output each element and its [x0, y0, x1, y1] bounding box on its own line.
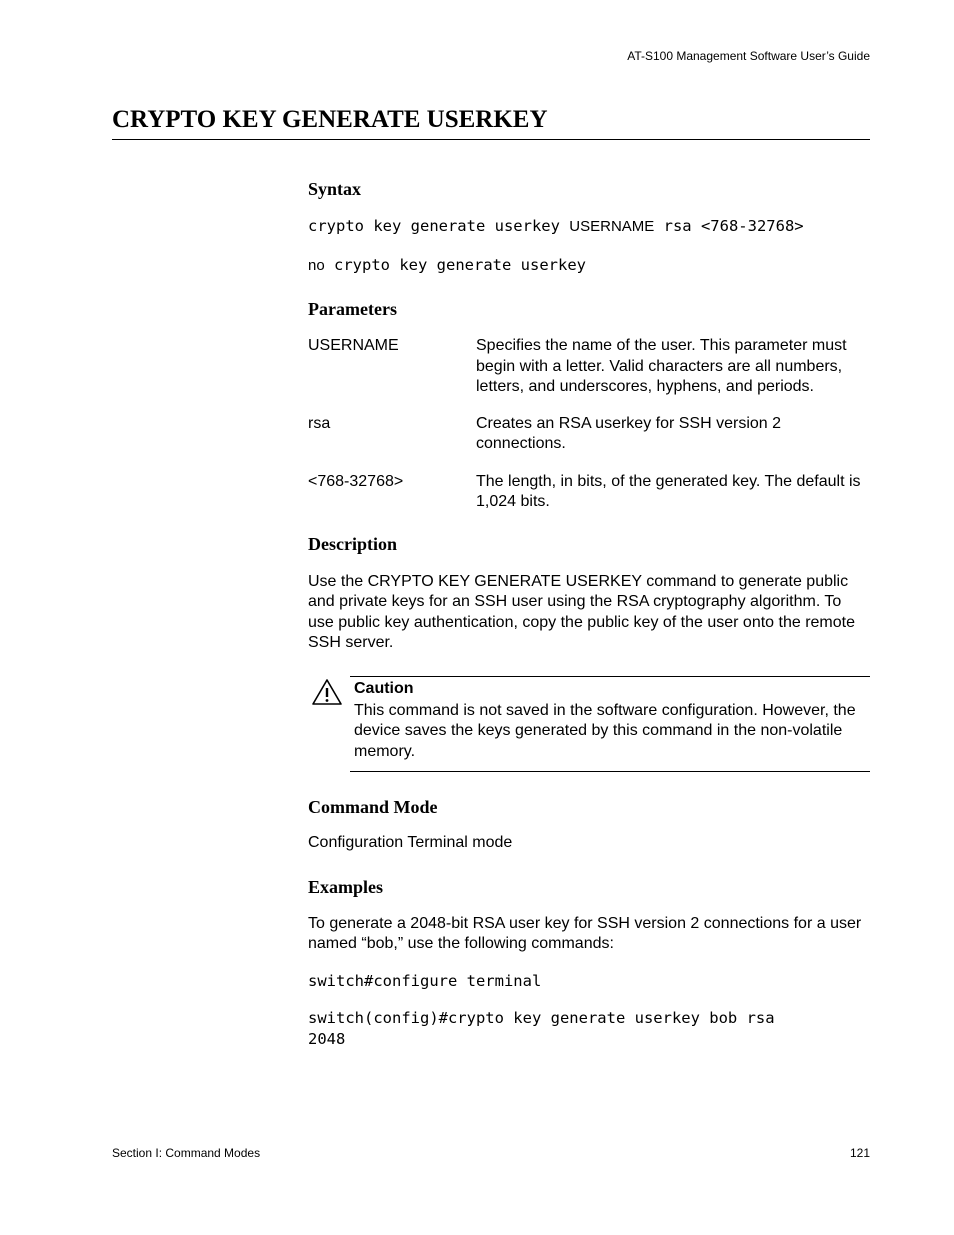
examples-heading: Examples: [308, 876, 384, 897]
caution-box: [308, 676, 870, 773]
description-heading: Description: [308, 533, 397, 554]
syntax-heading: Syntax: [308, 179, 362, 199]
page-number: 121: [849, 1146, 870, 1160]
param-name: USERNAME: [308, 337, 399, 354]
caution-title: Caution: [354, 679, 414, 697]
caution-bottom-rule: [350, 771, 870, 772]
parameters-heading: Parameters: [308, 299, 397, 319]
command-mode-text: Configuration Terminal mode: [308, 834, 513, 851]
example-command-2-line-1: switch(config)#crypto key generate userkey bob rsa: [308, 1009, 775, 1027]
caution-body: [354, 677, 870, 763]
syntax-line-1: [308, 216, 870, 238]
caution-text: This command is not saved in the software configuration. However, the device saves the keys generated by this command in the non-volatile memory.: [354, 701, 856, 760]
footer-section: Section I: Command Modes: [112, 1146, 261, 1160]
title-divider: [112, 139, 870, 140]
warning-triangle-icon: [311, 678, 343, 706]
example-command-2-line-2: 2048: [308, 1029, 346, 1048]
syntax-rsa-range: rsa <768-32768>: [654, 217, 804, 235]
param-name: rsa: [308, 414, 331, 432]
syntax-line-2: [308, 255, 870, 277]
examples-text: To generate a 2048-bit RSA user key for SSH version 2 connections for a user named “bob,” use the following commands:: [308, 914, 862, 952]
param-description: Creates an RSA userkey for SSH version 2 connections.: [476, 414, 782, 452]
param-row-username: [308, 336, 870, 398]
parameters-table: [308, 336, 870, 513]
syntax-no-prefix: no: [308, 256, 325, 274]
page-title: CRYPTO KEY GENERATE USERKEY: [112, 106, 548, 133]
main-content: [308, 178, 870, 1049]
example-command-1: switch#configure terminal: [308, 971, 542, 990]
syntax-command: crypto key generate userkey: [308, 217, 570, 235]
param-row-rsa: [308, 414, 870, 455]
param-row-range: [308, 472, 870, 513]
running-header: AT-S100 Management Software User’s Guide: [627, 49, 870, 63]
description-text: Use the CRYPTO KEY GENERATE USERKEY command to generate public and private keys for an SSH user using the RSA cryptography algorithm. To use public key authentication, copy the public key of the user onto the remote SSH server.: [308, 572, 855, 651]
syntax-no-command: crypto key generate userkey: [324, 255, 586, 274]
param-description: The length, in bits, of the generated key. The default is 1,024 bits.: [476, 472, 861, 510]
command-mode-heading: Command Mode: [308, 797, 438, 817]
param-description: Specifies the name of the user. This parameter must begin with a letter. Valid characters are all numbers, letters, and underscores, hyphens, and periods.: [476, 337, 847, 395]
param-name: <768-32768>: [308, 472, 404, 490]
syntax-username-param: USERNAME: [569, 218, 655, 235]
